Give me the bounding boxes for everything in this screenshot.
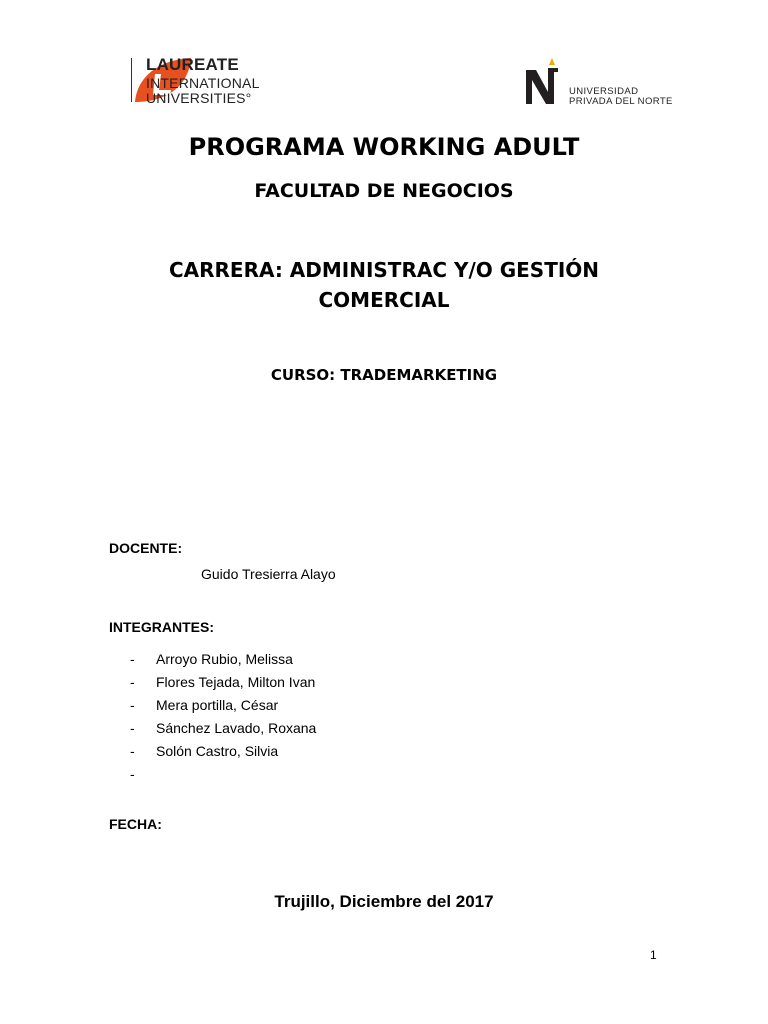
docente-name: Guido Tresierra Alayo [201, 566, 336, 582]
career-heading-line2: COMERCIAL [318, 288, 450, 312]
list-item [130, 766, 316, 789]
member-name: Flores Tejada, Milton Ivan [156, 674, 316, 690]
upn-wordmark-line2: PRIVADA DEL NORTE [569, 96, 673, 107]
list-item [130, 720, 316, 743]
laureate-wordmark-line1: LAUREATE [146, 55, 239, 74]
course-heading: CURSO: TRADEMARKETING [270, 366, 498, 384]
upn-logo [524, 58, 564, 106]
laureate-wordmark-line2: INTERNATIONAL [146, 75, 260, 91]
faculty-heading: FACULTAD DE NEGOCIOS [254, 180, 514, 202]
list-item [130, 674, 316, 697]
member-name: Mera portilla, César [156, 697, 279, 713]
dash-bullet: - [130, 766, 135, 782]
logo-divider [131, 58, 132, 102]
page-number: 1 [650, 948, 657, 962]
dash-bullet: - [130, 743, 135, 759]
upn-wordmark-line1: UNIVERSIDAD [569, 86, 639, 97]
career-heading-line1: CARRERA: ADMINISTRAC Y/O GESTIÓN [168, 258, 600, 282]
member-name: Sánchez Lavado, Roxana [156, 720, 317, 736]
dash-bullet: - [130, 651, 135, 667]
fecha-label: FECHA: [109, 816, 162, 832]
integrantes-label: INTEGRANTES: [109, 619, 214, 635]
docente-label: DOCENTE: [109, 540, 183, 556]
dash-bullet: - [130, 720, 135, 736]
list-item [130, 697, 316, 720]
place-date: Trujillo, Diciembre del 2017 [274, 892, 494, 911]
member-name: Arroyo Rubio, Melissa [156, 651, 293, 667]
member-name: Solón Castro, Silvia [156, 743, 279, 759]
dash-bullet: - [130, 674, 135, 690]
upn-flame-icon [549, 58, 555, 65]
document-title: PROGRAMA WORKING ADULT [188, 133, 580, 161]
members-list [130, 651, 316, 789]
list-item [130, 743, 316, 766]
list-item [130, 651, 316, 674]
dash-bullet: - [130, 697, 135, 713]
laureate-wordmark-line3: UNIVERSITIES° [146, 90, 252, 106]
